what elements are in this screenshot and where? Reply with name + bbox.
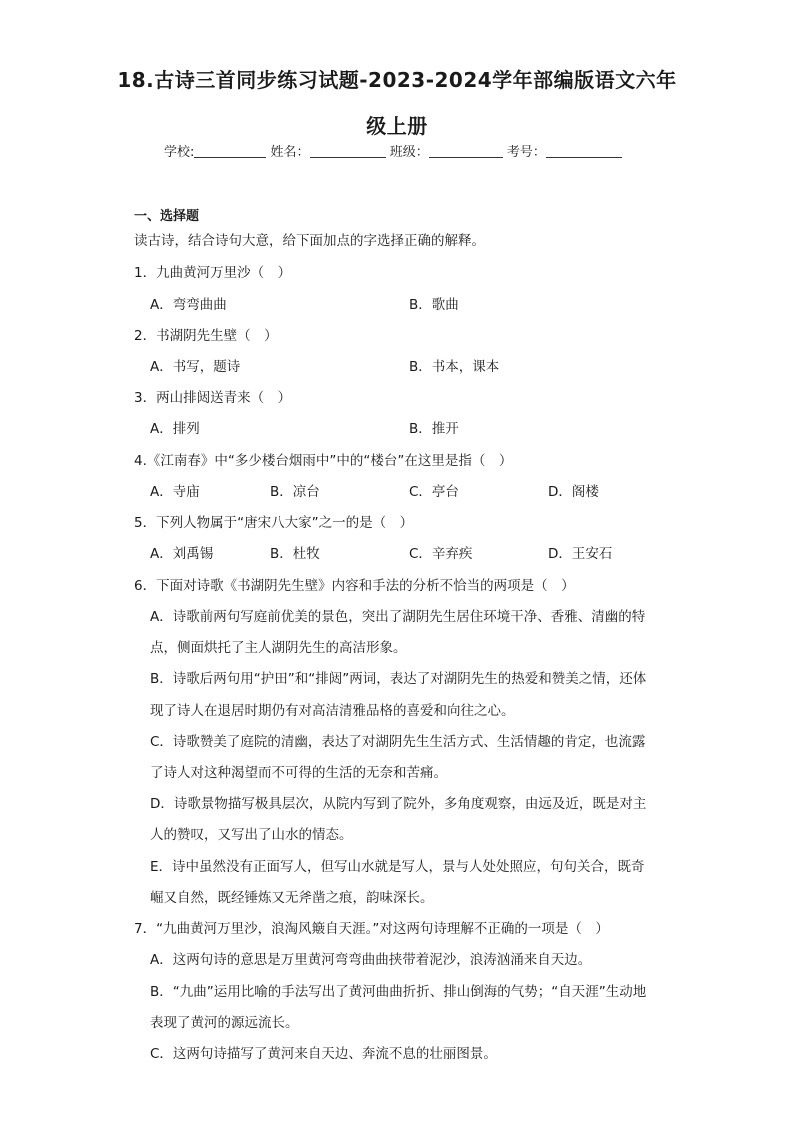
question-4-option-c[interactable]: C．亭台 — [409, 484, 459, 500]
exam-number-label: 考号： — [506, 145, 546, 160]
question-1-stem: 1．九曲黄河万里沙（ ） — [134, 265, 292, 281]
question-3-option-b[interactable]: B．推开 — [409, 421, 459, 437]
question-7-option-a[interactable]: A．这两句诗的意思是万里黄河弯弯曲曲挟带着泥沙，浪涛汹涌来自天边。 — [150, 952, 592, 968]
section-heading: 一、选择题 — [134, 209, 200, 224]
question-1-option-a[interactable]: A．弯弯曲曲 — [150, 297, 227, 313]
question-6-stem: 6．下面对诗歌《书湖阴先生壁》内容和手法的分析不恰当的两项是（ ） — [134, 578, 575, 594]
name-blank[interactable] — [310, 143, 386, 158]
school-label: 学校: — [164, 145, 195, 160]
section-instruction: 读古诗，结合诗句大意，给下面加点的字选择正确的解释。 — [134, 233, 485, 249]
question-6-option-e[interactable]: E．诗中虽然没有正面写人，但写山水就是写人，景与人处处照应，句句关合，既奇 — [150, 859, 645, 875]
question-7-option-b[interactable]: B．“九曲”运用比喻的手法写出了黄河曲曲折折、排山倒海的气势；“自天涯”生动地 — [150, 984, 647, 1000]
question-2-option-b[interactable]: B．书本，课本 — [409, 359, 500, 375]
question-2-stem: 2．书湖阴先生壁（ ） — [134, 328, 278, 344]
question-6-option-d-cont: 人的赞叹，又写出了山水的情态。 — [150, 827, 353, 843]
question-1-option-b[interactable]: B．歌曲 — [409, 297, 459, 313]
question-4-option-a[interactable]: A．寺庙 — [150, 484, 200, 500]
question-5-stem: 5．下列人物属于“唐宋八大家”之一的是（ ） — [134, 515, 414, 531]
question-6-option-b[interactable]: B．诗歌后两句用“护田”和“排闼”两词，表达了对湖阴先生的热爱和赞美之情，还体 — [150, 671, 647, 687]
question-3-stem: 3．两山排闼送青来（ ） — [134, 390, 292, 406]
question-4-stem: 4.《江南春》中“多少楼台烟雨中”中的“楼台”在这里是指（ ） — [134, 453, 513, 469]
page-title-line-1: 18.古诗三首同步练习试题-2023-2024学年部编版语文六年 — [117, 68, 677, 92]
question-5-option-c[interactable]: C．辛弃疾 — [409, 546, 473, 562]
question-5-option-d[interactable]: D．王安石 — [548, 546, 613, 562]
question-2-option-a[interactable]: A．书写，题诗 — [150, 359, 241, 375]
question-5-option-a[interactable]: A．刘禹锡 — [150, 546, 214, 562]
question-6-option-d[interactable]: D．诗歌景物描写极具层次，从院内写到了院外，多角度观察，由远及近，既是对主 — [150, 796, 647, 812]
school-blank[interactable] — [194, 143, 266, 158]
class-blank[interactable] — [429, 143, 503, 158]
question-6-option-a[interactable]: A．诗歌前两句写庭前优美的景色，突出了湖阴先生居住环境干净、香雅、清幽的特 — [150, 609, 646, 625]
page-title-line-2: 级上册 — [366, 114, 428, 138]
question-6-option-c-cont: 了诗人对这种渴望而不可得的生活的无奈和苦痛。 — [150, 765, 447, 781]
class-label: 班级： — [389, 145, 429, 160]
question-7-option-c[interactable]: C．这两句诗描写了黄河来自天边、奔流不息的壮丽图景。 — [150, 1046, 497, 1062]
question-7-stem: 7．“九曲黄河万里沙，浪淘风簸自天涯。”对这两句诗理解不正确的一项是（ ） — [134, 921, 609, 937]
question-5-option-b[interactable]: B．杜牧 — [270, 546, 320, 562]
exam-number-blank[interactable] — [546, 143, 622, 158]
question-6-option-e-cont: 崛又自然，既经锤炼又无斧凿之痕，韵味深长。 — [150, 890, 434, 906]
name-label: 姓名： — [270, 145, 310, 160]
question-4-option-b[interactable]: B．凉台 — [270, 484, 320, 500]
question-7-option-b-cont: 表现了黄河的源远流长。 — [150, 1015, 299, 1031]
student-info-row — [164, 143, 622, 163]
question-6-option-b-cont: 现了诗人在退居时期仍有对高洁清雅品格的喜爱和向往之心。 — [150, 703, 515, 719]
question-4-option-d[interactable]: D．阁楼 — [548, 484, 599, 500]
question-3-option-a[interactable]: A．排列 — [150, 421, 200, 437]
question-6-option-a-cont: 点，侧面烘托了主人湖阴先生的高洁形象。 — [150, 640, 407, 656]
question-6-option-c[interactable]: C．诗歌赞美了庭院的清幽，表达了对湖阴先生生活方式、生活情趣的肯定，也流露 — [150, 734, 646, 750]
